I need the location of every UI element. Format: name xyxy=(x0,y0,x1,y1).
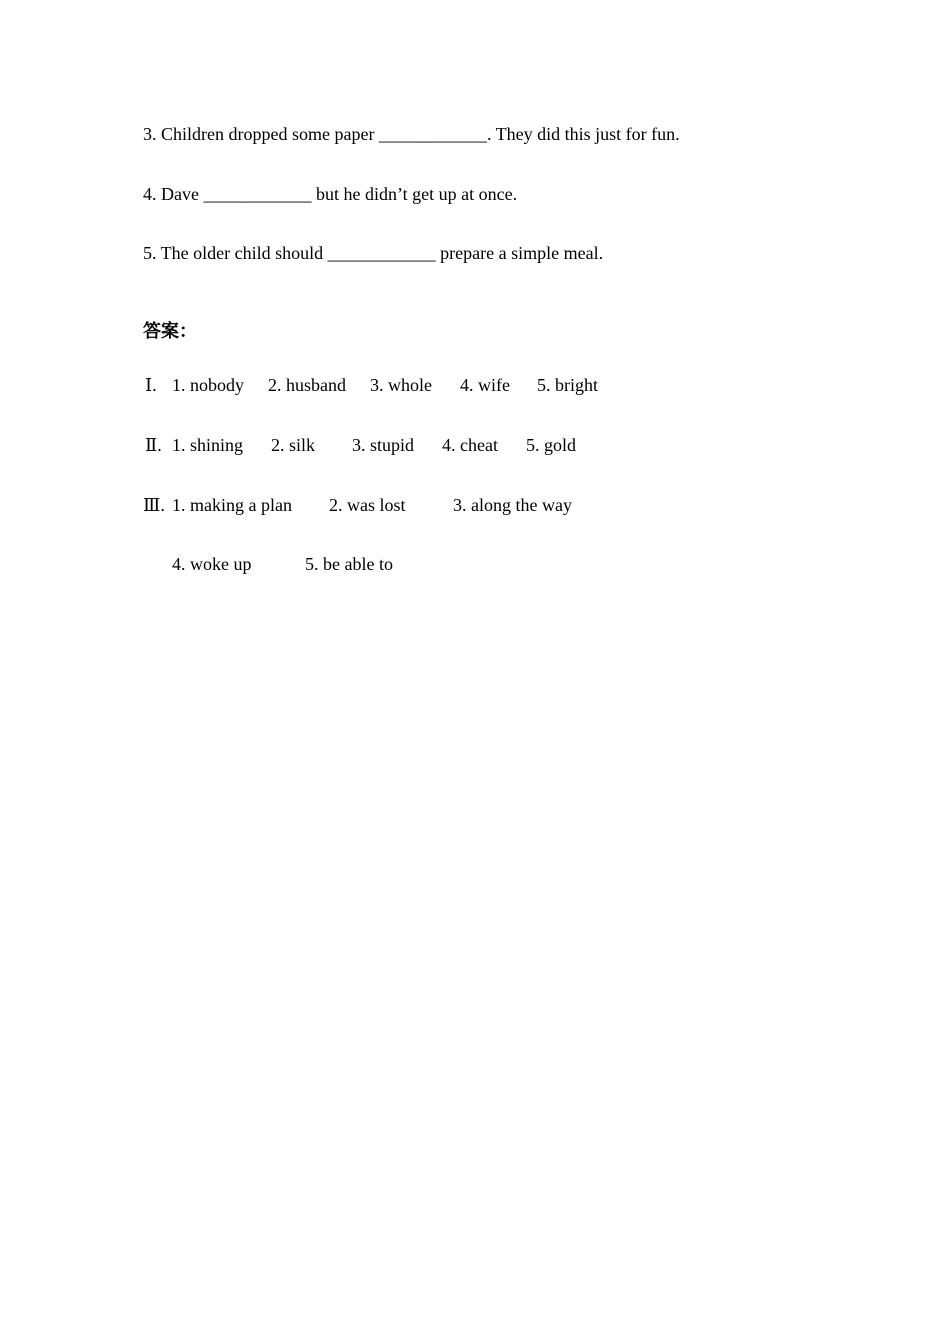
question-5: 5. The older child should ____________ prepare a simple meal. xyxy=(143,243,604,263)
section-marker: Ⅲ. xyxy=(143,495,165,515)
answer-item: 1. nobody xyxy=(172,375,244,395)
answer-item: 3. along the way xyxy=(453,495,572,515)
answers-heading: 答案： xyxy=(143,321,197,341)
answer-item: 2. silk xyxy=(271,435,316,455)
answer-item: 4. wife xyxy=(460,375,510,395)
answer-item: 5. gold xyxy=(526,435,577,455)
question-3: 3. Children dropped some paper ____________. They did this just for fun. xyxy=(143,124,680,144)
answer-item: 3. stupid xyxy=(352,435,415,455)
section-marker: Ⅰ. xyxy=(145,375,157,395)
answer-item: 2. was lost xyxy=(329,495,406,515)
answer-item: 4. cheat xyxy=(442,435,498,455)
question-4: 4. Dave ____________ but he didn’t get up at once. xyxy=(143,184,518,204)
answer-item: 2. husband xyxy=(268,375,346,395)
answer-item: 4. woke up xyxy=(172,554,252,574)
answer-item: 3. whole xyxy=(370,375,432,395)
answer-item: 5. bright xyxy=(537,375,598,395)
answer-item: 5. be able to xyxy=(305,554,393,574)
section-marker: Ⅱ. xyxy=(145,435,162,455)
answer-item: 1. shining xyxy=(172,435,244,455)
answers-section-3-continued xyxy=(0,553,950,641)
answer-item: 1. making a plan xyxy=(172,495,292,515)
